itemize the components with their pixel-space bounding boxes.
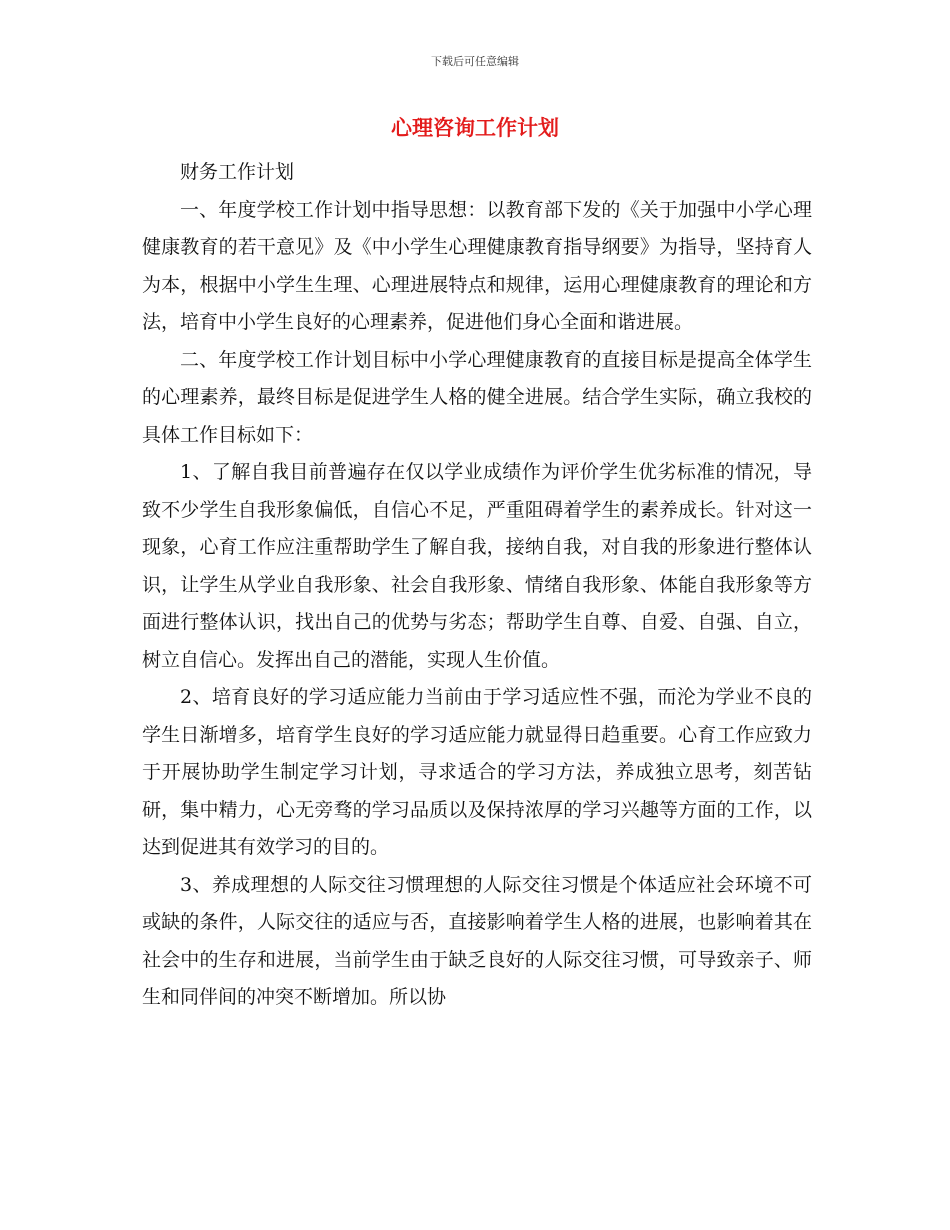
header-note: 下载后可任意编辑 [431,55,519,68]
paragraph-goal-1: 1、了解自我目前普遍存在仅以学业成绩作为评价学生优劣标准的情况，导致不少学生自我形象偏低，自信心不足，严重阻碍着学生的素养成长。针对这一现象，心育工作应注重帮助学生了解自我，接纳自我，对自我的形象进行整体认识，让学生从学业自我形象、社会自我形象、情绪自我形象、体能自我形象等方面进行整体认识，找出自己的优势与劣态；帮助学生自尊、自爱、自强、自立，树立自信心。发挥出自己的潜能，实现人生价值。 [142,461,812,671]
document-title: 心理咨询工作计划 [391,116,559,140]
paragraph-goal-3: 3、养成理想的人际交往习惯理想的人际交往习惯是个体适应社会环境不可或缺的条件，人际交往的适应与否，直接影响着学生人格的进展，也影响着其在社会中的生存和进展，当前学生由于缺乏良好的人际交往习惯，可导致亲子、师生和同伴间的冲突不断增加。所以协 [142,873,812,1008]
paragraph-goals: 二、年度学校工作计划目标中小学心理健康教育的直接目标是提高全体学生的心理素养，最终目标是促进学生人格的健全进展。结合学生实际，确立我校的具体工作目标如下： [142,348,812,446]
paragraph-goal-2: 2、培育良好的学习适应能力当前由于学习适应性不强，而沦为学业不良的学生日渐增多，培育学生良好的学习适应能力就显得日趋重要。心育工作应致力于开展协助学生制定学习计划，寻求适合的学习方法，养成独立思考，刻苦钻研，集中精力，心无旁骛的学习品质以及保持浓厚的学习兴趣等方面的工作，以达到促进其有效学习的目的。 [142,686,812,858]
document-body [142,154,812,1017]
paragraph-guiding-thought: 一、年度学校工作计划中指导思想：以教育部下发的《关于加强中小学心理健康教育的若干意见》及《中小学生心理健康教育指导纲要》为指导，坚持育人为本，根据中小学生生理、心理进展特点和规律，运用心理健康教育的理论和方法，培育中小学生良好的心理素养，促进他们身心全面和谐进展。 [142,198,812,333]
paragraph-subtitle: 财务工作计划 [180,161,295,183]
